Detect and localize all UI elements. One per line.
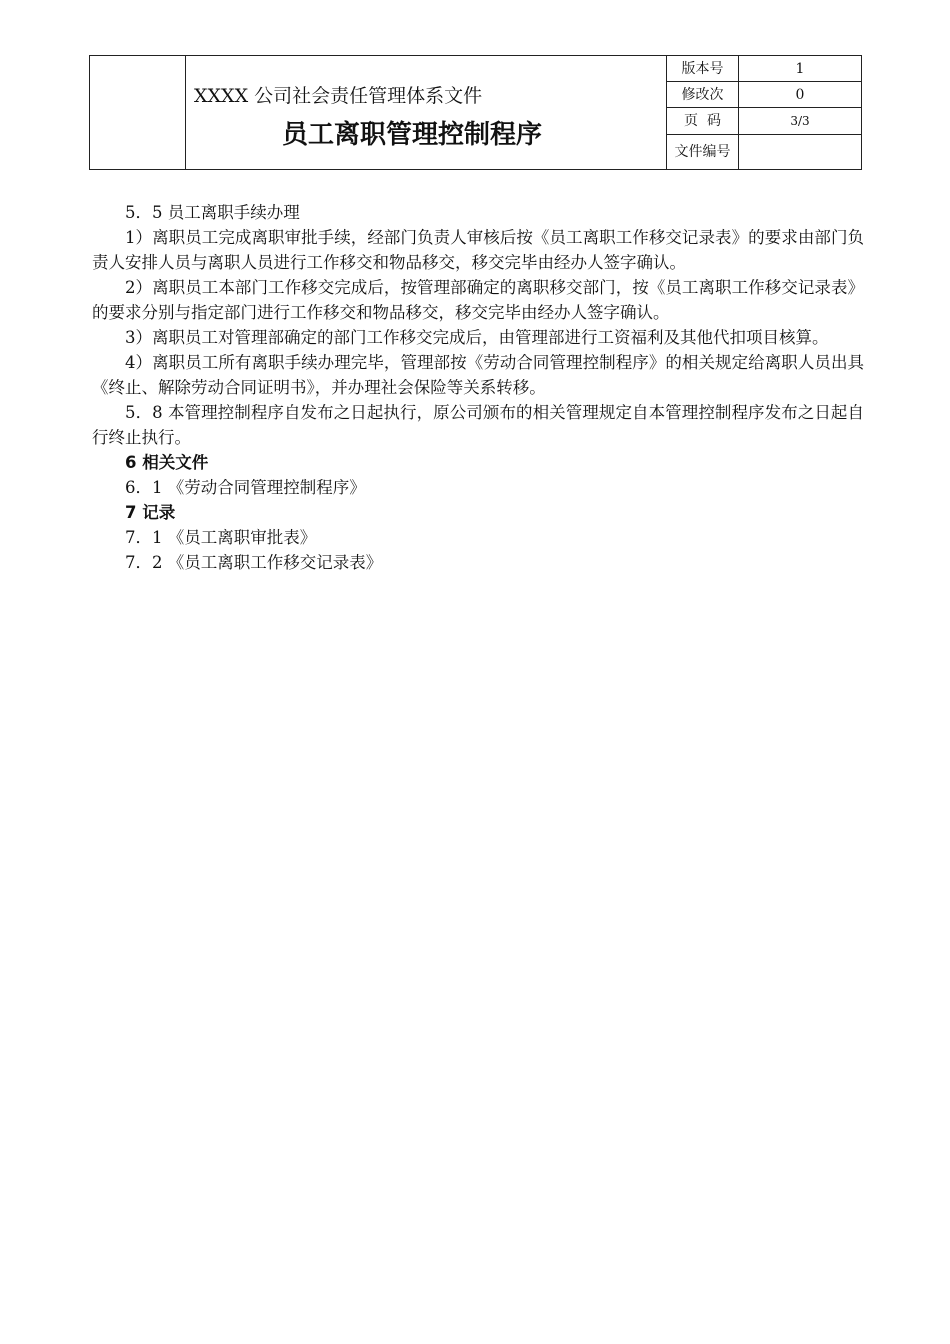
related-doc-item: 6．1 《劳动合同管理控制程序》	[125, 478, 366, 497]
meta-label-revision: 修改次	[667, 82, 739, 108]
meta-label-page: 页 码	[667, 108, 739, 134]
paragraph-step-2: 2）离职员工本部门工作移交完成后，按管理部确定的离职移交部门，按《员工离职工作移交记录表》的要求分别与指定部门进行工作移交和物品移交，移交完毕由经办人签字确认。	[92, 278, 864, 322]
paragraph-step-3: 3）离职员工对管理部确定的部门工作移交完成后，由管理部进行工资福利及其他代扣项目核算。	[125, 328, 829, 347]
meta-label-file-number: 文件编号	[667, 134, 739, 169]
paragraph-step-4: 4）离职员工所有离职手续办理完毕，管理部按《劳动合同管理控制程序》的相关规定给离职人员出具《终止、解除劳动合同证明书》，并办理社会保险等关系转移。	[92, 353, 864, 397]
org-title: XXXX 公司社会责任管理体系文件	[194, 85, 483, 107]
meta-value-version: 1	[739, 56, 862, 82]
section-6-heading: 6 相关文件	[125, 453, 209, 472]
meta-value-page: 3/3	[739, 108, 862, 134]
doc-title: 员工离职管理控制程序	[282, 120, 543, 150]
title-cell	[186, 56, 667, 170]
meta-value-revision: 0	[739, 82, 862, 108]
record-item-1: 7．1 《员工离职审批表》	[125, 528, 317, 547]
section-5-5-heading: 5．5 员工离职手续办理	[125, 203, 300, 222]
section-5-8-paragraph: 5．8 本管理控制程序自发布之日起执行，原公司颁布的相关管理规定自本管理控制程序发布之日起自行终止执行。	[92, 403, 864, 447]
record-item-2: 7．2 《员工离职工作移交记录表》	[125, 553, 383, 572]
document-body	[92, 200, 864, 575]
meta-value-file-number	[739, 134, 862, 169]
paragraph-step-1: 1）离职员工完成离职审批手续，经部门负责人审核后按《员工离职工作移交记录表》的要求由部门负责人安排人员与离职人员进行工作移交和物品移交，移交完毕由经办人签字确认。	[92, 228, 864, 272]
meta-label-version: 版本号	[667, 56, 739, 82]
section-7-heading: 7 记录	[125, 503, 176, 522]
document-header-table	[89, 55, 862, 170]
logo-cell	[90, 56, 186, 170]
